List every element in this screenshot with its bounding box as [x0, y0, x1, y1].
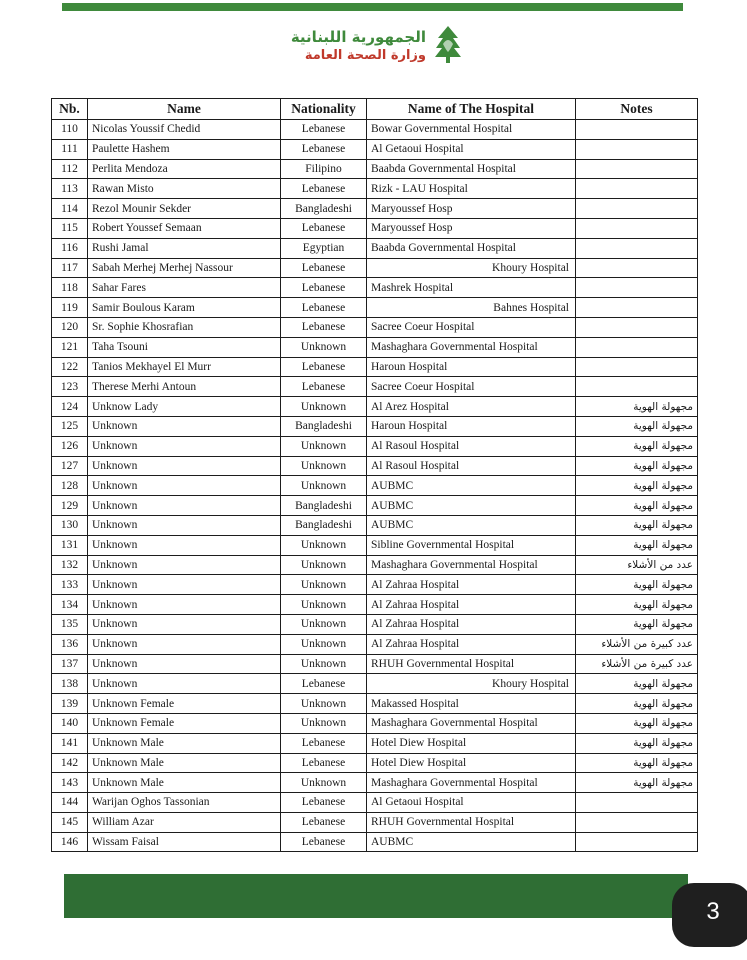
hospital-cell: Baabda Governmental Hospital: [367, 159, 576, 179]
hospital-cell: Bowar Governmental Hospital: [367, 120, 576, 140]
hospital-cell: Khoury Hospital: [367, 258, 576, 278]
notes-cell: [576, 159, 698, 179]
hospital-cell: RHUH Governmental Hospital: [367, 812, 576, 832]
table-row: [52, 436, 698, 456]
hospital-cell: RHUH Governmental Hospital: [367, 654, 576, 674]
nationality-cell: Lebanese: [281, 793, 367, 813]
name-cell: Unknown: [88, 674, 281, 694]
nationality-cell: Lebanese: [281, 377, 367, 397]
header-nb: Nb.: [52, 99, 88, 120]
hospital-cell: Mashaghara Governmental Hospital: [367, 773, 576, 793]
table-row: [52, 199, 698, 219]
name-cell: Unknown Female: [88, 694, 281, 714]
name-cell: Unknown: [88, 476, 281, 496]
row-number-cell: 145: [52, 812, 88, 832]
row-number-cell: 134: [52, 595, 88, 615]
table-row: [52, 120, 698, 140]
row-number-cell: 141: [52, 733, 88, 753]
name-cell: Unknown Male: [88, 733, 281, 753]
nationality-cell: Unknown: [281, 773, 367, 793]
notes-cell: [576, 139, 698, 159]
hospital-cell: Al Zahraa Hospital: [367, 575, 576, 595]
row-number-cell: 123: [52, 377, 88, 397]
name-cell: Unknown: [88, 555, 281, 575]
header-notes: Notes: [576, 99, 698, 120]
notes-cell: [576, 337, 698, 357]
nationality-cell: Lebanese: [281, 179, 367, 199]
nationality-cell: Egyptian: [281, 238, 367, 258]
name-cell: Samir Boulous Karam: [88, 298, 281, 318]
table-row: [52, 812, 698, 832]
notes-cell: عدد من الأشلاء: [576, 555, 698, 575]
table-row: [52, 535, 698, 555]
table-row: [52, 753, 698, 773]
row-number-cell: 136: [52, 634, 88, 654]
nationality-cell: Unknown: [281, 575, 367, 595]
name-cell: Unknown Male: [88, 753, 281, 773]
nationality-cell: Unknown: [281, 654, 367, 674]
row-number-cell: 133: [52, 575, 88, 595]
nationality-cell: Unknown: [281, 337, 367, 357]
row-number-cell: 120: [52, 317, 88, 337]
nationality-cell: Lebanese: [281, 357, 367, 377]
notes-cell: مجهولة الهوية: [576, 713, 698, 733]
table-row: [52, 456, 698, 476]
row-number-cell: 122: [52, 357, 88, 377]
hospital-cell: Al Arez Hospital: [367, 397, 576, 417]
notes-cell: مجهولة الهوية: [576, 436, 698, 456]
table-row: [52, 258, 698, 278]
notes-cell: مجهولة الهوية: [576, 397, 698, 417]
hospital-cell: Al Zahraa Hospital: [367, 595, 576, 615]
notes-cell: مجهولة الهوية: [576, 753, 698, 773]
notes-cell: عدد كبيرة من الأشلاء: [576, 654, 698, 674]
notes-cell: عدد كبيرة من الأشلاء: [576, 634, 698, 654]
row-number-cell: 128: [52, 476, 88, 496]
notes-cell: [576, 832, 698, 852]
name-cell: Unknown: [88, 456, 281, 476]
nationality-cell: Lebanese: [281, 120, 367, 140]
nationality-cell: Lebanese: [281, 278, 367, 298]
table-row: [52, 238, 698, 258]
row-number-cell: 139: [52, 694, 88, 714]
notes-cell: مجهولة الهوية: [576, 575, 698, 595]
table-row: [52, 159, 698, 179]
nationality-cell: Lebanese: [281, 674, 367, 694]
name-cell: Sahar Fares: [88, 278, 281, 298]
row-number-cell: 127: [52, 456, 88, 476]
name-cell: Nicolas Youssif Chedid: [88, 120, 281, 140]
ministry-name-line2: وزارة الصحة العامة: [304, 48, 426, 63]
table-row: [52, 377, 698, 397]
hospital-cell: Sacree Coeur Hospital: [367, 377, 576, 397]
name-cell: Tanios Mekhayel El Murr: [88, 357, 281, 377]
cedar-hand-icon: [432, 24, 464, 64]
notes-cell: مجهولة الهوية: [576, 515, 698, 535]
name-cell: Unknown Female: [88, 713, 281, 733]
nationality-cell: Bangladeshi: [281, 515, 367, 535]
nationality-cell: Unknown: [281, 535, 367, 555]
hospital-cell: AUBMC: [367, 496, 576, 516]
notes-cell: [576, 258, 698, 278]
notes-cell: [576, 812, 698, 832]
row-number-cell: 116: [52, 238, 88, 258]
notes-cell: مجهولة الهوية: [576, 733, 698, 753]
row-number-cell: 114: [52, 199, 88, 219]
table-row: [52, 575, 698, 595]
hospital-cell: AUBMC: [367, 476, 576, 496]
name-cell: Unknown: [88, 614, 281, 634]
hospital-cell: Mashrek Hospital: [367, 278, 576, 298]
name-cell: Unknown: [88, 535, 281, 555]
table-row: [52, 496, 698, 516]
nationality-cell: Lebanese: [281, 832, 367, 852]
nationality-cell: Lebanese: [281, 139, 367, 159]
nationality-cell: Lebanese: [281, 317, 367, 337]
name-cell: Unknown Male: [88, 773, 281, 793]
table-row: [52, 337, 698, 357]
table-body: [52, 120, 698, 852]
nationality-cell: Unknown: [281, 713, 367, 733]
table-row: [52, 179, 698, 199]
name-cell: Rawan Misto: [88, 179, 281, 199]
name-cell: Unknown: [88, 436, 281, 456]
nationality-cell: Bangladeshi: [281, 416, 367, 436]
row-number-cell: 118: [52, 278, 88, 298]
name-cell: Unknown: [88, 654, 281, 674]
header-name: Name: [88, 99, 281, 120]
name-cell: Unknown: [88, 416, 281, 436]
notes-cell: مجهولة الهوية: [576, 496, 698, 516]
table-row: [52, 793, 698, 813]
row-number-cell: 110: [52, 120, 88, 140]
row-number-cell: 129: [52, 496, 88, 516]
row-number-cell: 115: [52, 218, 88, 238]
nationality-cell: Bangladeshi: [281, 199, 367, 219]
hospital-cell: Al Zahraa Hospital: [367, 614, 576, 634]
notes-cell: [576, 357, 698, 377]
name-cell: Therese Merhi Antoun: [88, 377, 281, 397]
hospital-cell: Bahnes Hospital: [367, 298, 576, 318]
hospital-cell: Al Rasoul Hospital: [367, 436, 576, 456]
nationality-cell: Unknown: [281, 634, 367, 654]
hospital-cell: Maryoussef Hosp: [367, 199, 576, 219]
hospital-cell: Al Getaoui Hospital: [367, 793, 576, 813]
deceased-records-table: [51, 98, 698, 852]
table-row: [52, 317, 698, 337]
notes-cell: مجهولة الهوية: [576, 614, 698, 634]
name-cell: Paulette Hashem: [88, 139, 281, 159]
hospital-cell: AUBMC: [367, 832, 576, 852]
table-row: [52, 357, 698, 377]
hospital-cell: Sibline Governmental Hospital: [367, 535, 576, 555]
name-cell: Rezol Mounir Sekder: [88, 199, 281, 219]
hospital-cell: Hotel Diew Hospital: [367, 753, 576, 773]
table-row: [52, 397, 698, 417]
name-cell: Wissam Faisal: [88, 832, 281, 852]
notes-cell: مجهولة الهوية: [576, 456, 698, 476]
name-cell: Unknown: [88, 634, 281, 654]
nationality-cell: Unknown: [281, 397, 367, 417]
table-row: [52, 634, 698, 654]
row-number-cell: 117: [52, 258, 88, 278]
nationality-cell: Bangladeshi: [281, 496, 367, 516]
row-number-cell: 137: [52, 654, 88, 674]
notes-cell: [576, 298, 698, 318]
nationality-cell: Lebanese: [281, 218, 367, 238]
name-cell: Warijan Oghos Tassonian: [88, 793, 281, 813]
hospital-cell: Mashaghara Governmental Hospital: [367, 713, 576, 733]
table-row: [52, 515, 698, 535]
notes-cell: [576, 199, 698, 219]
top-green-bar: [62, 3, 683, 11]
notes-cell: [576, 278, 698, 298]
name-cell: Unknow Lady: [88, 397, 281, 417]
row-number-cell: 112: [52, 159, 88, 179]
table-row: [52, 773, 698, 793]
row-number-cell: 124: [52, 397, 88, 417]
hospital-cell: Al Rasoul Hospital: [367, 456, 576, 476]
table-row: [52, 416, 698, 436]
row-number-cell: 144: [52, 793, 88, 813]
table-row: [52, 298, 698, 318]
notes-cell: [576, 238, 698, 258]
hospital-cell: Hotel Diew Hospital: [367, 733, 576, 753]
row-number-cell: 132: [52, 555, 88, 575]
ministry-name-line1: الجمهورية اللبنانية: [290, 28, 426, 46]
name-cell: Sr. Sophie Khosrafian: [88, 317, 281, 337]
name-cell: Unknown: [88, 595, 281, 615]
nationality-cell: Unknown: [281, 476, 367, 496]
table-row: [52, 555, 698, 575]
name-cell: Robert Youssef Semaan: [88, 218, 281, 238]
notes-cell: [576, 179, 698, 199]
row-number-cell: 125: [52, 416, 88, 436]
row-number-cell: 138: [52, 674, 88, 694]
row-number-cell: 142: [52, 753, 88, 773]
nationality-cell: Lebanese: [281, 812, 367, 832]
nationality-cell: Unknown: [281, 595, 367, 615]
row-number-cell: 131: [52, 535, 88, 555]
nationality-cell: Lebanese: [281, 733, 367, 753]
table-row: [52, 476, 698, 496]
table-row: [52, 832, 698, 852]
hospital-cell: Haroun Hospital: [367, 357, 576, 377]
nationality-cell: Lebanese: [281, 298, 367, 318]
ministry-logo: [284, 22, 464, 68]
page-number: 3: [706, 898, 720, 925]
table-row: [52, 674, 698, 694]
hospital-cell: Baabda Governmental Hospital: [367, 238, 576, 258]
hospital-cell: AUBMC: [367, 515, 576, 535]
row-number-cell: 119: [52, 298, 88, 318]
row-number-cell: 140: [52, 713, 88, 733]
name-cell: Sabah Merhej Merhej Nassour: [88, 258, 281, 278]
notes-cell: [576, 793, 698, 813]
notes-cell: [576, 120, 698, 140]
nationality-cell: Lebanese: [281, 753, 367, 773]
hospital-cell: Mashaghara Governmental Hospital: [367, 337, 576, 357]
notes-cell: مجهولة الهوية: [576, 674, 698, 694]
table-header-row: [52, 99, 698, 120]
notes-cell: مجهولة الهوية: [576, 535, 698, 555]
hospital-cell: Rizk - LAU Hospital: [367, 179, 576, 199]
hospital-cell: Sacree Coeur Hospital: [367, 317, 576, 337]
table-row: [52, 694, 698, 714]
row-number-cell: 130: [52, 515, 88, 535]
name-cell: Perlita Mendoza: [88, 159, 281, 179]
notes-cell: مجهولة الهوية: [576, 773, 698, 793]
table-row: [52, 218, 698, 238]
name-cell: Rushi Jamal: [88, 238, 281, 258]
notes-cell: مجهولة الهوية: [576, 416, 698, 436]
name-cell: William Azar: [88, 812, 281, 832]
notes-cell: مجهولة الهوية: [576, 694, 698, 714]
nationality-cell: Unknown: [281, 456, 367, 476]
table-row: [52, 713, 698, 733]
bottom-green-band: [64, 874, 688, 918]
row-number-cell: 113: [52, 179, 88, 199]
row-number-cell: 126: [52, 436, 88, 456]
hospital-cell: Mashaghara Governmental Hospital: [367, 555, 576, 575]
table-row: [52, 614, 698, 634]
nationality-cell: Unknown: [281, 436, 367, 456]
hospital-cell: Al Zahraa Hospital: [367, 634, 576, 654]
table-row: [52, 595, 698, 615]
header-nationality: Nationality: [281, 99, 367, 120]
name-cell: Taha Tsouni: [88, 337, 281, 357]
hospital-cell: Khoury Hospital: [367, 674, 576, 694]
name-cell: Unknown: [88, 575, 281, 595]
row-number-cell: 143: [52, 773, 88, 793]
nationality-cell: Unknown: [281, 694, 367, 714]
nationality-cell: Unknown: [281, 555, 367, 575]
hospital-cell: Haroun Hospital: [367, 416, 576, 436]
table-row: [52, 733, 698, 753]
notes-cell: [576, 218, 698, 238]
hospital-cell: Makassed Hospital: [367, 694, 576, 714]
table-row: [52, 654, 698, 674]
table-row: [52, 139, 698, 159]
nationality-cell: Filipino: [281, 159, 367, 179]
row-number-cell: 111: [52, 139, 88, 159]
nationality-cell: Lebanese: [281, 258, 367, 278]
nationality-cell: Unknown: [281, 614, 367, 634]
notes-cell: [576, 317, 698, 337]
table-row: [52, 278, 698, 298]
row-number-cell: 135: [52, 614, 88, 634]
hospital-cell: Maryoussef Hosp: [367, 218, 576, 238]
row-number-cell: 121: [52, 337, 88, 357]
row-number-cell: 146: [52, 832, 88, 852]
name-cell: Unknown: [88, 496, 281, 516]
name-cell: Unknown: [88, 515, 281, 535]
notes-cell: مجهولة الهوية: [576, 476, 698, 496]
hospital-cell: Al Getaoui Hospital: [367, 139, 576, 159]
header-hospital: Name of The Hospital: [367, 99, 576, 120]
notes-cell: مجهولة الهوية: [576, 595, 698, 615]
notes-cell: [576, 377, 698, 397]
